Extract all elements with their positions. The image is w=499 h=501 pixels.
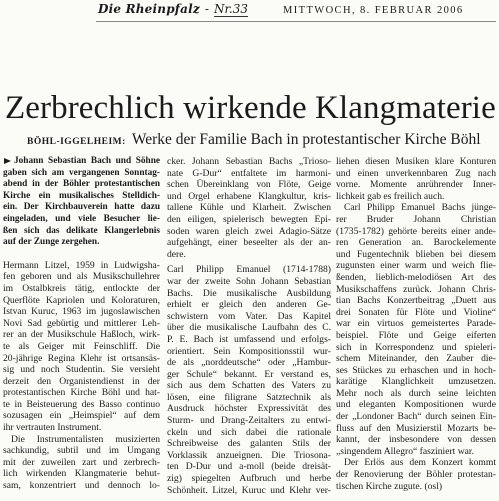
paragraph [336, 457, 496, 492]
text-line: sig und noch Studentin. Sie versieht [3, 364, 160, 376]
text-line: tian Bachs Konzertbeitrag „Duett aus [336, 295, 496, 307]
text-line: tallene Kühle und Klarheit. Zwischen [167, 202, 331, 214]
text-line: über die musikalische Laufbahn des C. [167, 322, 331, 334]
text-line: te als Geiger mit Feinschliff. Die [3, 340, 160, 352]
text-line: Mehr noch als durch seine leichten [336, 387, 496, 399]
text-line: ren Generation an. Barockelemente [336, 237, 496, 249]
text-line: kannt, der insbesondere von dessen [336, 434, 496, 446]
text-line: Schreibweise des galanten Stils der [167, 438, 331, 450]
text-line: aufgehängt, einer beseelter als der an- [167, 237, 331, 249]
text-line: zig) spiegelten Aufbruch und herbe [167, 473, 331, 485]
text-line: ses Stückes zu erhaschen und in hoch- [336, 364, 496, 376]
text-line: Johann Sebastian Bach und Söhne [14, 156, 160, 166]
text-line: dere. [167, 248, 186, 260]
text-line: (1735-1782) gehörte bereits einer ande- [336, 225, 496, 237]
text-line: und Fugentechnik blieben bei diesem [336, 248, 496, 260]
text-line: drei Sonaten für Flöte und Violine“ [336, 306, 496, 318]
text-line: und eleganten Kompositionen wurde [336, 399, 496, 411]
text-line: und einen unverkennbaren Zug nach [336, 167, 496, 179]
text-line: ßenden, lieblich-melodiösen Art des [336, 271, 496, 283]
text-line: Istvan Kuruc, 1963 im jugoslawischen [3, 306, 160, 318]
paragraph [167, 264, 331, 496]
text-line: schwistern vom Vater. Das Kapitel [167, 310, 331, 322]
text-line: zugunsten einer warm und weich flie- [336, 260, 496, 272]
text-line: cker. Johann Sebastian Bachs „Trioso- [167, 156, 331, 167]
text-line: abend in der Böhler protestantischen [3, 179, 160, 190]
paragraph [336, 156, 496, 202]
text-line: der „Londoner Bach“ durch seinen Ein- [336, 411, 496, 423]
text-line: schen Übereinklang von Flöte, Geige [167, 179, 331, 191]
subheadline-text: Werke der Familie Bach in protestantischer Kirche Böhl [131, 131, 481, 148]
text-line: tischen Kirche zugute. (osl) [336, 480, 443, 492]
text-line: Bachs. Die musikalische Ausbildung [167, 287, 331, 299]
text-line: lichkeit gab es freilich auch. [336, 190, 445, 202]
text-line: rer an der Musikschule Haßloch, wirk- [3, 329, 160, 341]
text-line: fen geboren und als Musikschullehrer [3, 271, 160, 283]
text-line: de als „norddeutsche“ oder „Hambur- [167, 357, 331, 369]
masthead [98, 2, 248, 17]
text-line: den eiligen, spielerisch bewegten Epi- [167, 213, 331, 225]
text-line: derzeit den Organistendienst in der [3, 375, 160, 387]
text-line: Sturm- und Drang-Zeitalters zu entwi- [167, 415, 331, 427]
masthead-separator: - [204, 2, 209, 16]
lead-paragraph [3, 156, 160, 249]
text-line: sich aus dem Schatten des Vaters zu [167, 380, 331, 392]
text-line: soden waren gleich zwei Adagio-Sätze [167, 225, 331, 237]
paragraph [3, 260, 160, 434]
text-line: nate G-Dur“ entfaltete im harmoni- [167, 167, 331, 179]
text-line: ßen sich das delikate Klangerlebnis [3, 225, 160, 236]
text-line: Musikschaffens zurück. Johann Chris- [336, 283, 496, 295]
text-line: Die Instrumentalisten musizierten [11, 433, 160, 445]
text-line: Carl Philipp Emanuel Bachs jünge- [344, 202, 496, 214]
text-line: orientiert. Sein Kompositionsstil wur- [167, 345, 331, 357]
text-line: sam, konzentriert und dennoch lo- [3, 480, 160, 492]
text-line: liehen diesen Musiken klare Konturen [336, 156, 496, 167]
article-column-2 [167, 156, 331, 496]
text-line: im Ostalbkreis tätig, entlockte der [3, 282, 160, 294]
text-line: ein. Der Kirchbauverein hatte dazu [3, 202, 160, 213]
text-line: rer Bruder Johann Christian [336, 213, 496, 225]
text-line: auf der Zunge zergehen. [3, 237, 100, 248]
text-line: Novi Sad gebürtig und mittlerer Leh- [3, 317, 160, 329]
text-line: Schönheit. Litzel, Kuruc und Klehr ver- [167, 484, 331, 496]
text-line: sich in Korrespondenz und spieleri- [336, 341, 496, 353]
text-line: und Orgel erhabene Klangkultur, kris- [167, 190, 331, 202]
text-line: beispiel. Flöte und Geige eiferten [336, 329, 496, 341]
text-line: Hermann Litzel, 1959 in Ludwigsha- [3, 259, 160, 271]
paragraph [336, 202, 496, 457]
text-line: Der Erlös aus dem Konzert kommt [344, 457, 496, 469]
text-line: mit der zuweilen zart und zerbrech- [3, 456, 160, 468]
text-line: der Renovierung der Böhler protestan- [336, 469, 496, 481]
text-line: ger Schule“ bekannt. Er verstand es, [167, 368, 331, 380]
text-line: sachkundig, subtil und im Umgang [3, 445, 160, 457]
issue-number: Nr.33 [213, 2, 248, 16]
newspaper-name: Die Rheinpfalz [98, 2, 200, 16]
text-line: 20-jährige Regina Klehr ist ortsansäs- [3, 352, 160, 364]
text-line: vorne. Momente anrührender Inner- [336, 179, 496, 191]
text-line: erhielt er gleich den anderen Ge- [167, 299, 331, 311]
dateline: MITTWOCH, 8. FEBRUAR 2006 [283, 5, 464, 16]
text-line: sozusagen ein „Heimspiel“ auf dem [3, 410, 160, 422]
article-subheadline [27, 131, 481, 151]
paragraph [3, 434, 160, 492]
article-column-1 [3, 156, 160, 492]
text-line: gaben sich am vergangenen Sonntag- [3, 167, 160, 178]
masthead-rule [96, 21, 496, 22]
text-line: fluss auf den Musizierstil Mozarts be- [336, 422, 496, 434]
text-line: ckeln und sich dabei die rationale [167, 426, 331, 438]
text-line: war der zweite Sohn Johann Sebastian [167, 275, 331, 287]
text-line: te in Beisteuerung des Basso continuo [3, 398, 160, 410]
text-line: ten D-Dur und a-moll (beide dreisät- [167, 461, 331, 473]
text-line: eingeladen, und viele Besucher lie- [3, 213, 160, 224]
article-headline: Zerbrechlich wirkende Klangmaterie [5, 90, 496, 126]
location-label: BÖHL-IGGELHEIM: [27, 137, 126, 147]
text-line: Carl Philipp Emanuel (1714-1788) [167, 264, 331, 276]
text-line: ihr vertrauten Instrument. [3, 422, 102, 434]
text-line: schem Miteinander, den Zauber die- [336, 353, 496, 365]
text-line: Querflöte Kapriolen und Koloraturen, [3, 294, 160, 306]
text-line: lösen, eine filigrane Satztechnik als [167, 391, 331, 403]
text-line: Ausdruck höchster Expressivität des [167, 403, 331, 415]
text-line: „singendem Allegro“ fasziniert war. [336, 445, 474, 457]
article-column-3 [336, 156, 496, 492]
text-line: war ein virtuos gemeistertes Parade- [336, 318, 496, 330]
triangle-right-icon [4, 158, 11, 164]
text-line: karätige Klanglichkeit umzusetzen. [336, 376, 496, 388]
text-line: Kirche ein musikalisches Stelldich- [3, 190, 160, 201]
text-line: protestantischen Kirche Böhl und hat- [3, 387, 160, 399]
text-line: P. E. Bach ist umfassend und erfolgs- [167, 333, 331, 345]
text-line: Vorklassik anzueignen. Die Triosona- [167, 449, 331, 461]
text-line: lich wirkenden Klangmaterie behut- [3, 468, 160, 480]
paragraph [167, 156, 331, 260]
